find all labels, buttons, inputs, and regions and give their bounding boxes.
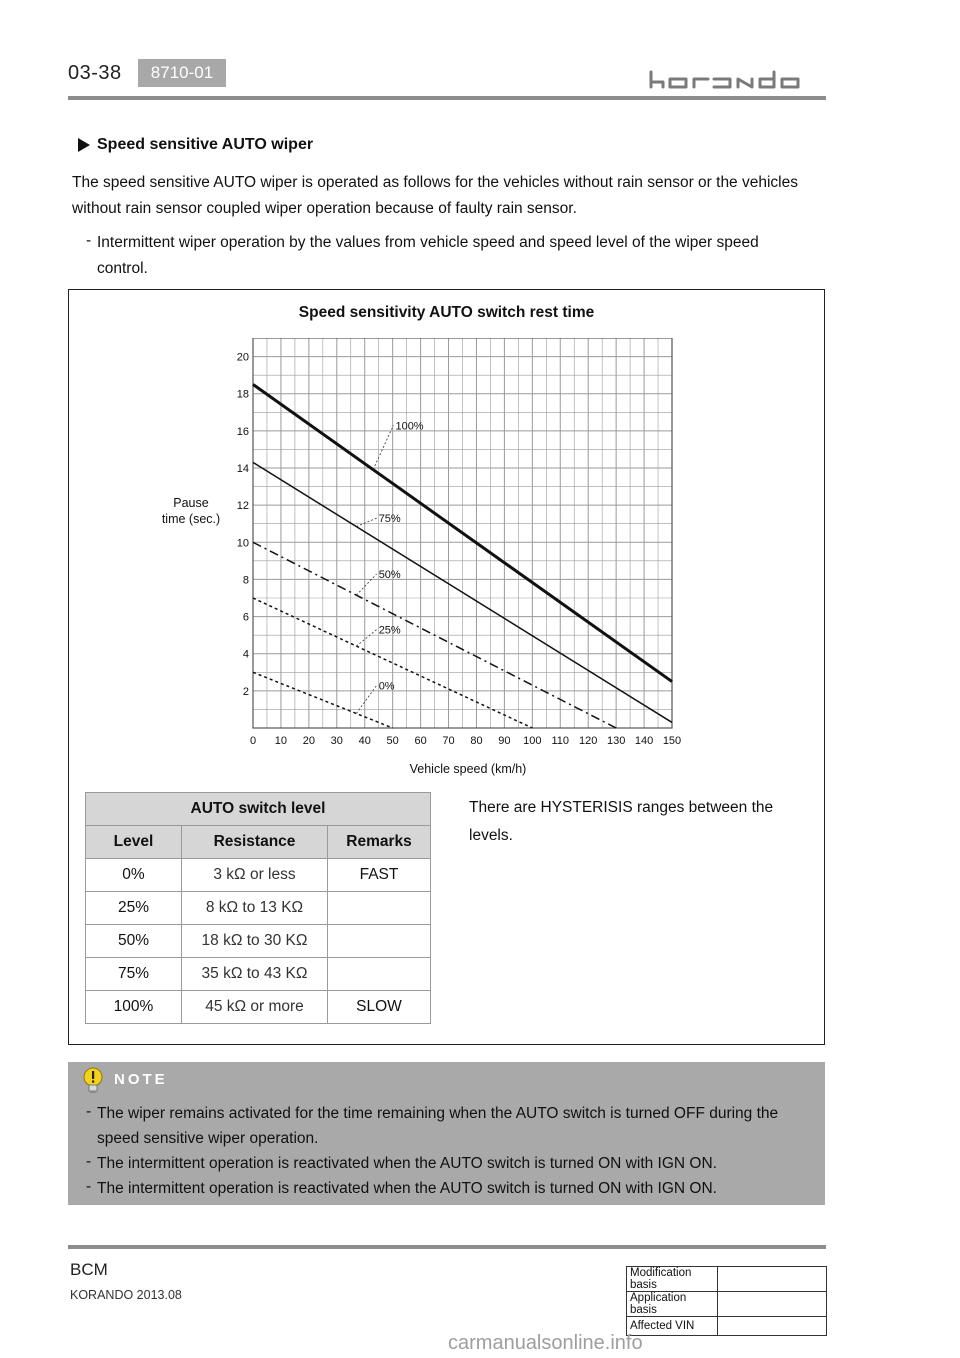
x-tick-label: 20: [302, 735, 315, 747]
table-row: [86, 958, 431, 991]
series-leader-line: [356, 630, 376, 647]
table-row: [627, 1267, 827, 1292]
basis-label: Affected VIN: [627, 1317, 718, 1336]
footer-rule: [68, 1245, 826, 1249]
chart-y-axis-label: [148, 495, 234, 527]
header-rule: [68, 96, 826, 100]
page-number: 03-38: [68, 62, 122, 84]
bullet-text: Intermittent wiper operation by the values from vehicle speed and speed level of the wiper speed control.: [97, 234, 759, 277]
note-item: The wiper remains activated for the time remaining when the AUTO switch is turned OFF during the speed sensitive wiper operation.: [97, 1105, 779, 1147]
y-tick-label: 2: [242, 685, 249, 698]
auto-switch-level-table: [85, 792, 431, 1024]
y-tick-label: 6: [242, 611, 249, 624]
x-tick-label: 70: [442, 735, 455, 747]
note-label: NOTE: [114, 1071, 168, 1088]
x-tick-label: 100: [523, 735, 542, 747]
system-name: BCM: [70, 1260, 108, 1279]
y-tick-label: 10: [236, 537, 249, 550]
resistance-cell: 18 kΩ to 30 KΩ: [182, 925, 328, 958]
y-label-line-1: Pause: [173, 496, 209, 510]
x-tick-label: 50: [386, 735, 399, 747]
level-cell: 50%: [86, 925, 182, 958]
basis-table: [626, 1266, 827, 1336]
series-label: 50%: [378, 568, 401, 581]
remarks-cell: [328, 892, 431, 925]
wiper-rest-time-chart: [226, 338, 686, 750]
series-label: 0%: [378, 680, 395, 693]
y-tick-label: 12: [236, 500, 249, 513]
basis-label: Modification basis: [627, 1267, 718, 1292]
watermark: carmanualsonline.info: [448, 1332, 643, 1354]
section-title: Speed sensitive AUTO wiper: [97, 136, 314, 153]
intro-paragraph: The speed sensitive AUTO wiper is operated as follows for the vehicles without rain sensor or the vehicles without rain sensor coupled wiper operation because of faulty rain sensor.: [72, 174, 798, 217]
resistance-cell: 35 kΩ to 43 KΩ: [182, 958, 328, 991]
x-tick-label: 90: [498, 735, 511, 747]
series-leader-line: [356, 574, 376, 595]
table-row: [86, 892, 431, 925]
y-tick-label: 20: [236, 351, 249, 364]
table-title: AUTO switch level: [86, 793, 431, 826]
y-tick-label: 18: [236, 388, 249, 401]
series-label: 25%: [378, 624, 401, 637]
level-cell: 0%: [86, 859, 182, 892]
bullet-dash: -: [86, 232, 92, 249]
korando-logo: [648, 70, 826, 90]
remarks-cell: SLOW: [328, 991, 431, 1024]
table-row: [627, 1317, 827, 1336]
x-tick-label: 150: [662, 735, 682, 747]
x-tick-label: 130: [606, 735, 626, 747]
basis-value: [718, 1317, 827, 1336]
y-tick-label: 4: [242, 648, 249, 661]
table-row: [86, 991, 431, 1024]
x-tick-label: 110: [551, 735, 570, 747]
note-dash: -: [86, 1103, 92, 1120]
y-tick-label: 14: [236, 463, 249, 475]
col-header-resistance: Resistance: [182, 826, 328, 859]
level-cell: 100%: [86, 991, 182, 1024]
col-header-remarks: Remarks: [328, 826, 431, 859]
table-row: [627, 1292, 827, 1317]
section-arrow-icon: [78, 138, 90, 152]
note-item: The intermittent operation is reactivated when the AUTO switch is turned ON with IGN ON.: [97, 1155, 717, 1172]
x-tick-label: 40: [358, 735, 371, 747]
x-tick-label: 30: [330, 735, 343, 747]
x-tick-label: 140: [634, 735, 654, 747]
y-tick-label: 8: [242, 574, 249, 587]
remarks-cell: [328, 958, 431, 991]
x-tick-label: 80: [470, 735, 483, 747]
x-tick-label: 10: [274, 735, 288, 747]
level-cell: 25%: [86, 892, 182, 925]
y-tick-label: 16: [236, 425, 249, 438]
model-year: KORANDO 2013.08: [70, 1288, 182, 1302]
table-row: [86, 859, 431, 892]
series-leader-line: [356, 518, 376, 526]
x-tick-label: 120: [579, 735, 598, 747]
resistance-cell: 3 kΩ or less: [182, 859, 328, 892]
note-dash: -: [86, 1153, 92, 1170]
table-row: [86, 925, 431, 958]
remarks-cell: FAST: [328, 859, 431, 892]
series-label: 100%: [395, 420, 424, 433]
series-leader-line: [373, 425, 393, 469]
chart-x-axis-label: Vehicle speed (km/h): [409, 762, 527, 776]
col-header-level: Level: [86, 826, 182, 859]
note-dash: -: [86, 1178, 92, 1195]
x-tick-label: 60: [414, 735, 427, 747]
note-lightbulb-icon: [80, 1066, 106, 1096]
basis-value: [718, 1267, 827, 1292]
section-code-badge: 8710-01: [138, 59, 226, 87]
resistance-cell: 8 kΩ to 13 KΩ: [182, 892, 328, 925]
remarks-cell: [328, 925, 431, 958]
resistance-cell: 45 kΩ or more: [182, 991, 328, 1024]
x-tick-label: 0: [249, 735, 257, 747]
basis-label: Application basis: [627, 1292, 718, 1317]
hysteresis-note: There are HYSTERISIS ranges between the levels.: [469, 799, 774, 844]
basis-value: [718, 1292, 827, 1317]
chart-title: Speed sensitivity AUTO switch rest time: [298, 304, 595, 321]
note-item: The intermittent operation is reactivated when the AUTO switch is turned ON with IGN ON.: [97, 1180, 717, 1197]
y-label-line-2: time (sec.): [161, 512, 221, 526]
level-cell: 75%: [86, 958, 182, 991]
series-label: 75%: [378, 513, 401, 526]
